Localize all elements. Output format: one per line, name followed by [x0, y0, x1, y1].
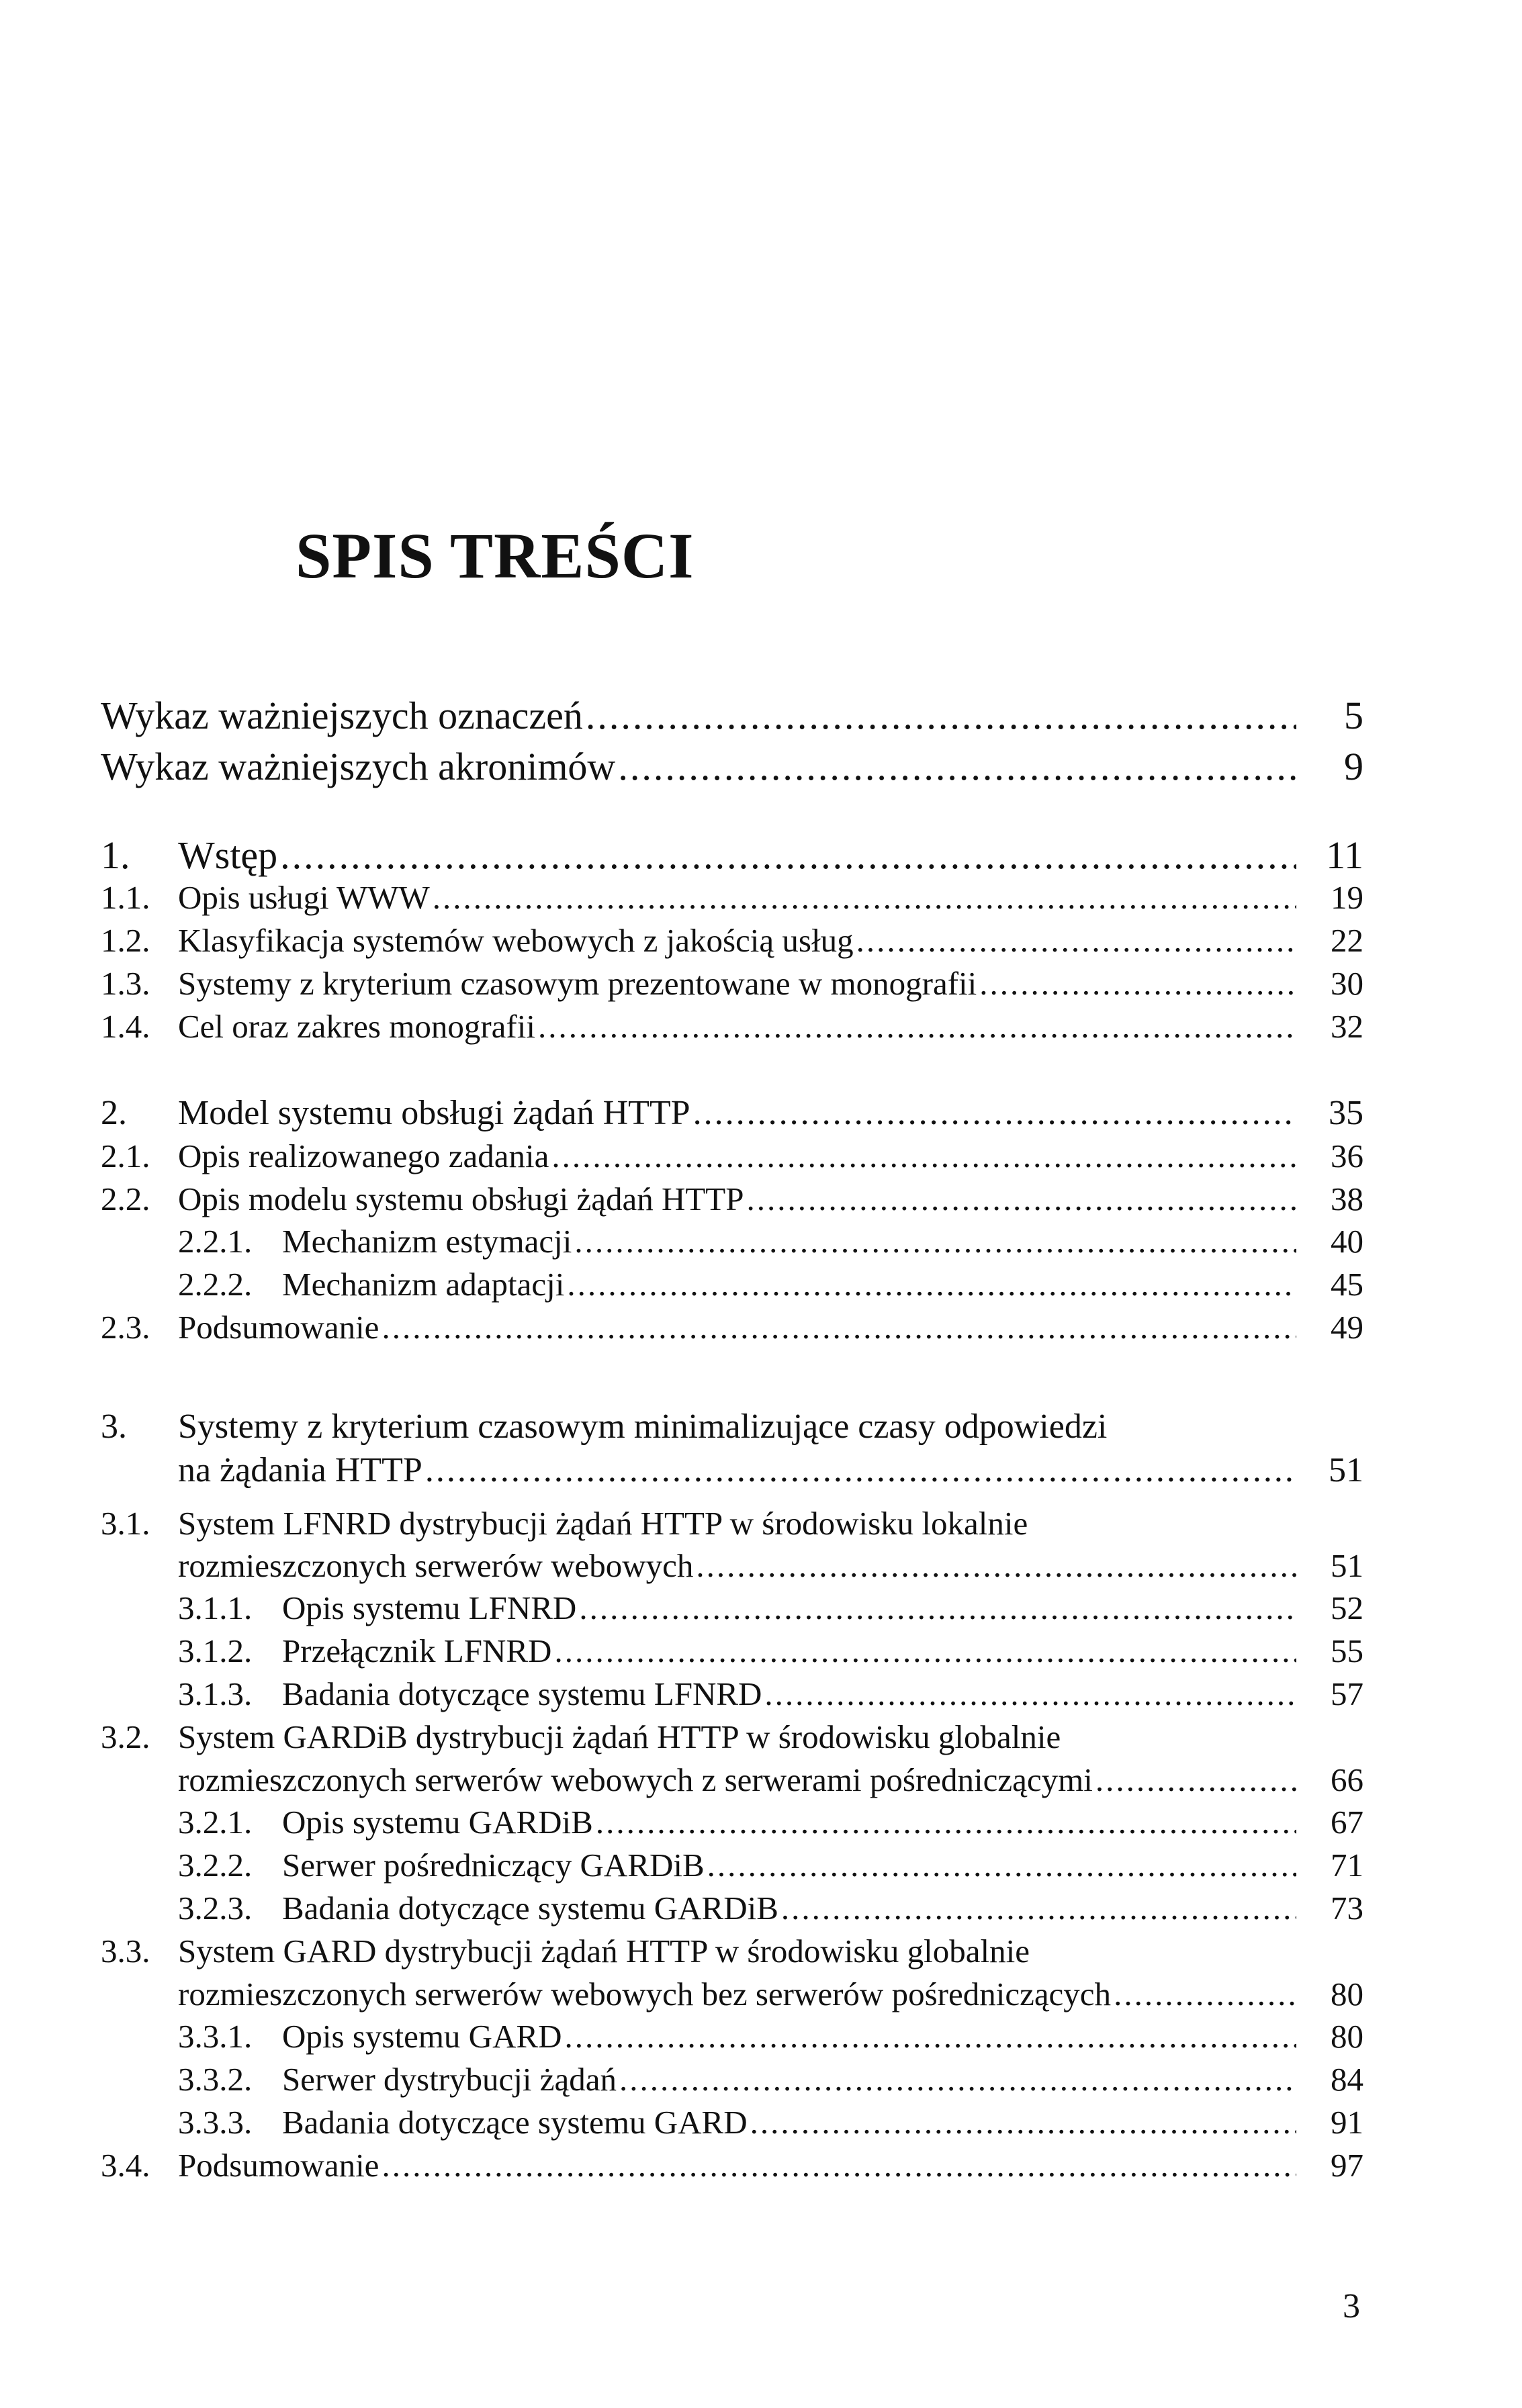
toc-entry	[282, 2017, 1363, 2062]
toc-entry-number: 2.2.	[101, 1180, 150, 1217]
toc-leader-dots	[433, 878, 1296, 917]
toc-entry-number: 1.1.	[101, 879, 150, 916]
toc-entry-page: 91	[1331, 2104, 1363, 2141]
toc-entry-page: 97	[1331, 2147, 1363, 2184]
toc-entry-number: 3.2.	[101, 1718, 150, 1755]
toc-leader-dots	[750, 2103, 1296, 2141]
toc-entry-page: 67	[1331, 1804, 1363, 1841]
toc-entry-label: Klasyfikacja systemów webowych z jakością usług	[178, 922, 854, 959]
toc-leader-dots	[746, 1180, 1296, 1218]
toc-entry	[282, 1222, 1363, 1266]
toc-entry-label: System LFNRD dystrybucji żądań HTTP w środowisku lokalnie	[178, 1505, 1028, 1542]
toc-entry-number: 3.2.1.	[178, 1804, 253, 1841]
toc-entry-number: 3.3.1.	[178, 2018, 253, 2055]
toc-entry-label: Model systemu obsługi żądań HTTP	[178, 1094, 690, 1132]
toc-leader-dots	[979, 964, 1296, 1003]
toc-entry	[178, 1137, 1363, 1181]
toc-entry-label: Opis systemu LFNRD	[282, 1589, 577, 1626]
toc-leader-dots	[696, 1546, 1296, 1585]
toc-entry-page: 9	[1344, 745, 1363, 788]
toc-entry-label: Opis modelu systemu obsługi żądań HTTP	[178, 1180, 744, 1217]
toc-leader-dots	[764, 1675, 1296, 1713]
toc-entry-label: rozmieszczonych serwerów webowych z serwerami pośredniczącymi	[178, 1761, 1093, 1798]
toc-entry-page: 22	[1331, 922, 1363, 959]
toc-entry-number: 2.1.	[101, 1138, 150, 1174]
toc-entry-page: 19	[1331, 879, 1363, 916]
toc-entry-number: 3.1.	[101, 1505, 150, 1542]
toc-entry-number: 3.1.2.	[178, 1632, 253, 1669]
toc-entry-number: 1.	[101, 833, 130, 877]
toc-leader-dots	[618, 744, 1296, 789]
toc-entry	[282, 2103, 1363, 2147]
toc-entry-label: System GARDiB dystrybucji żądań HTTP w środowisku globalnie	[178, 1718, 1061, 1755]
toc-entry-page: 30	[1331, 965, 1363, 1002]
toc-entry-page: 35	[1329, 1094, 1363, 1132]
toc-entry-page: 57	[1331, 1675, 1363, 1712]
toc-entry-page: 71	[1331, 1847, 1363, 1884]
toc-leader-dots	[693, 1093, 1296, 1133]
toc-entry-page: 73	[1331, 1890, 1363, 1927]
toc-entry	[282, 1889, 1363, 1933]
toc-entry-label: Wstęp	[178, 833, 278, 877]
toc-entry	[178, 1308, 1363, 1352]
toc-entry-page: 11	[1326, 833, 1363, 877]
toc-entry	[101, 693, 1363, 737]
toc-entry	[178, 878, 1363, 923]
toc-entry-label: rozmieszczonych serwerów webowych bez serwerów pośredniczących	[178, 1976, 1112, 2012]
toc-entry-label: rozmieszczonych serwerów webowych	[178, 1547, 694, 1584]
toc-entry-page: 55	[1331, 1632, 1363, 1669]
toc-entry-page: 36	[1331, 1138, 1363, 1174]
toc-leader-dots	[567, 1265, 1296, 1303]
toc-entry-page: 49	[1331, 1309, 1363, 1346]
toc-leader-dots	[280, 833, 1296, 878]
toc-leader-dots	[382, 1308, 1296, 1346]
toc-entry-number: 2.	[101, 1094, 127, 1132]
toc-entry-page: 32	[1331, 1008, 1363, 1045]
toc-entry-page: 84	[1331, 2061, 1363, 2098]
toc-entry	[178, 2146, 1363, 2190]
toc-entry	[178, 921, 1363, 966]
toc-entry	[178, 1007, 1363, 1052]
toc-entry	[282, 1589, 1363, 1633]
toc-entry-label: Mechanizm estymacji	[282, 1223, 572, 1260]
toc-leader-dots	[565, 2017, 1296, 2055]
toc-entry-number: 1.2.	[101, 922, 150, 959]
toc-entry-label: Serwer pośredniczący GARDiB	[282, 1847, 705, 1884]
toc-entry-number: 3.3.	[101, 1933, 150, 1970]
toc-entry-page: 40	[1331, 1223, 1363, 1260]
toc-entry-page: 80	[1331, 2018, 1363, 2055]
toc-entry-number: 3.	[101, 1407, 127, 1446]
toc-entry-label: Badania dotyczące systemu LFNRD	[282, 1675, 762, 1712]
toc-entry-label: Podsumowanie	[178, 2147, 379, 2184]
toc-entry	[282, 1675, 1363, 1719]
toc-leader-dots	[781, 1889, 1296, 1927]
toc-leader-dots	[554, 1632, 1296, 1670]
toc-leader-dots	[619, 2060, 1296, 2098]
toc-entry-number: 3.2.3.	[178, 1890, 253, 1927]
toc-entry	[282, 1632, 1363, 1676]
toc-entry	[282, 1803, 1363, 1847]
toc-entry-page: 45	[1331, 1266, 1363, 1303]
toc-entry-number: 2.3.	[101, 1309, 150, 1346]
toc-entry	[178, 1975, 1363, 2019]
toc-entry-label: Opis usługi WWW	[178, 879, 430, 916]
toc-leader-dots	[574, 1222, 1296, 1260]
toc-entry	[282, 2060, 1363, 2104]
toc-entry-label: Badania dotyczące systemu GARD	[282, 2104, 748, 2141]
toc-entry-page: 80	[1331, 1976, 1363, 2012]
toc-entry	[178, 1180, 1363, 1224]
toc-entry	[178, 1761, 1363, 1805]
toc-entry-page: 51	[1331, 1547, 1363, 1584]
toc-entry	[101, 744, 1363, 788]
page-number: 3	[1343, 2287, 1360, 2325]
toc-entry-number: 3.3.2.	[178, 2061, 253, 2098]
toc-entry-number: 1.3.	[101, 965, 150, 1002]
toc-entry	[178, 1546, 1363, 1591]
toc-entry-number: 3.1.1.	[178, 1589, 253, 1626]
toc-entry	[178, 1093, 1363, 1138]
toc-leader-dots	[586, 693, 1296, 738]
toc-entry-label: Opis realizowanego zadania	[178, 1138, 549, 1174]
toc-entry	[178, 1450, 1363, 1495]
toc-entry-number: 2.2.1.	[178, 1223, 253, 1260]
toc-entry-label: Cel oraz zakres monografii	[178, 1008, 535, 1045]
page-title: SPIS TREŚCI	[296, 520, 695, 592]
toc-leader-dots	[1095, 1761, 1296, 1799]
toc-leader-dots	[707, 1846, 1296, 1884]
toc-entry-label: Mechanizm adaptacji	[282, 1266, 565, 1303]
toc-entry	[282, 1846, 1363, 1890]
toc-entry-label: Przełącznik LFNRD	[282, 1632, 552, 1669]
toc-entry	[178, 833, 1363, 877]
toc-entry-label: Badania dotyczące systemu GARDiB	[282, 1890, 778, 1927]
toc-entry	[178, 964, 1363, 1009]
toc-leader-dots	[425, 1450, 1296, 1490]
toc-entry-label: Podsumowanie	[178, 1309, 379, 1346]
toc-entry-label: Wykaz ważniejszych akronimów	[101, 745, 616, 788]
toc-entry-page: 5	[1344, 694, 1363, 737]
toc-entry-label: Opis systemu GARD	[282, 2018, 562, 2055]
toc-entry-page: 38	[1331, 1180, 1363, 1217]
toc-entry-label: Systemy z kryterium czasowym minimalizujące czasy odpowiedzi	[178, 1407, 1108, 1446]
toc-leader-dots	[596, 1803, 1296, 1841]
toc-leader-dots	[538, 1007, 1296, 1046]
toc-leader-dots	[382, 2146, 1296, 2184]
toc-entry-label: Systemy z kryterium czasowym prezentowane w monografii	[178, 965, 977, 1002]
toc-entry-label: Serwer dystrybucji żądań	[282, 2061, 617, 2098]
toc-entry-label: na żądania HTTP	[178, 1451, 422, 1489]
toc-entry-page: 66	[1331, 1761, 1363, 1798]
toc-entry-number: 1.4.	[101, 1008, 150, 1045]
toc-entry-page: 51	[1329, 1451, 1363, 1489]
toc-entry	[282, 1265, 1363, 1309]
toc-entry-label: Opis systemu GARDiB	[282, 1804, 593, 1841]
toc-entry-number: 3.4.	[101, 2147, 150, 2184]
toc-entry-number: 3.3.3.	[178, 2104, 253, 2141]
toc-leader-dots	[1114, 1975, 1296, 2013]
toc-entry-page: 52	[1331, 1589, 1363, 1626]
toc-entry-number: 3.2.2.	[178, 1847, 253, 1884]
toc-entry-number: 3.1.3.	[178, 1675, 253, 1712]
toc-entry-label: Wykaz ważniejszych oznaczeń	[101, 694, 583, 737]
toc-leader-dots	[579, 1589, 1296, 1627]
toc-entry-number: 2.2.2.	[178, 1266, 253, 1303]
toc-leader-dots	[856, 921, 1296, 960]
toc-leader-dots	[551, 1137, 1296, 1175]
toc-entry-label: System GARD dystrybucji żądań HTTP w środowisku globalnie	[178, 1933, 1030, 1970]
